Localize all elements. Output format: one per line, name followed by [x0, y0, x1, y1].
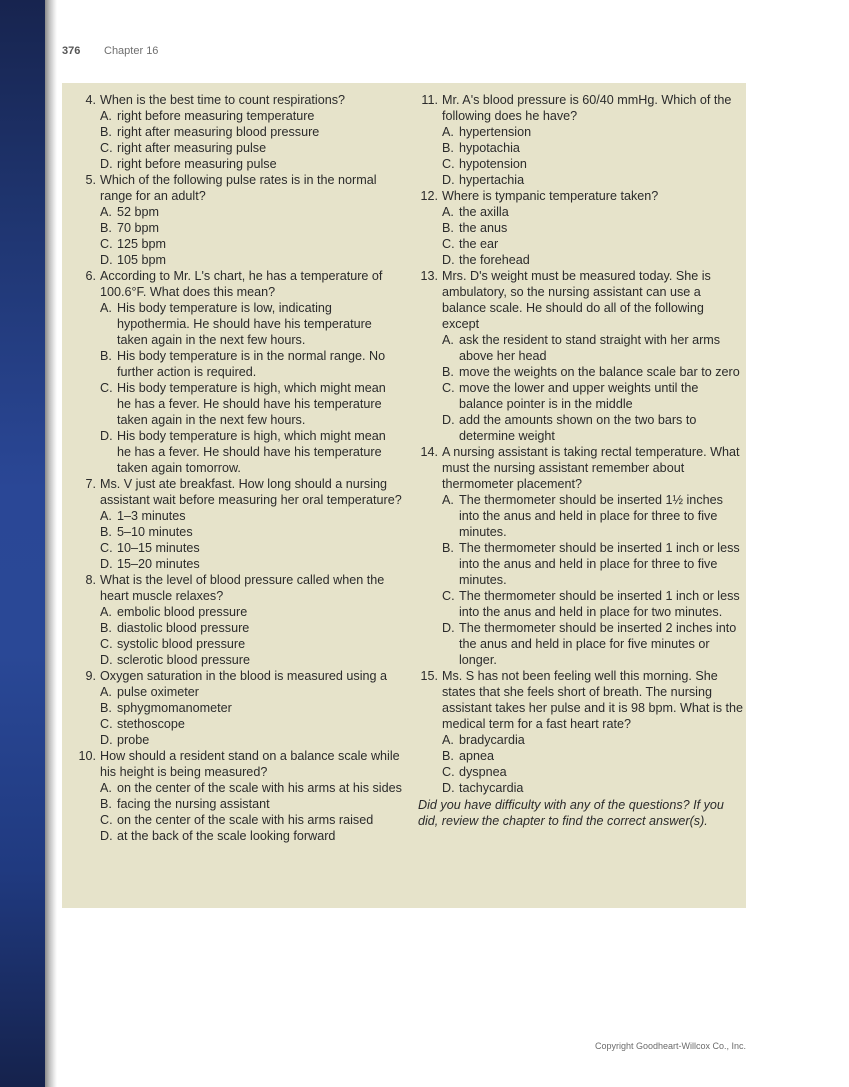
option-text: hypotachia — [459, 141, 520, 155]
question-item — [62, 572, 402, 668]
answer-option — [100, 300, 402, 348]
option-text: His body temperature is in the normal range. No further action is required. — [117, 349, 386, 379]
option-letter: C. — [442, 157, 455, 171]
answer-option — [442, 140, 744, 156]
question-item — [62, 476, 402, 572]
answer-option — [100, 204, 402, 220]
question-number: 4. — [85, 93, 96, 107]
answer-option — [442, 412, 744, 444]
answer-option — [100, 508, 402, 524]
answer-option — [100, 716, 402, 732]
answer-options — [100, 684, 402, 748]
option-text: move the lower and upper weights until the balance pointer is in the middle — [459, 381, 699, 411]
option-letter: C. — [100, 637, 113, 651]
option-letter: D. — [100, 557, 113, 571]
option-text: embolic blood pressure — [117, 605, 248, 619]
question-text: Ms. S has not been feeling well this morning. She states that she feels short of breath. The nursing assistant takes her pulse and it is 98 bpm. What is the medical term for a fast heart rate? — [442, 669, 744, 731]
option-letter: A. — [100, 509, 112, 523]
option-text: The thermometer should be inserted 1 inch or less into the anus and held in place for three to five minutes. — [459, 541, 740, 587]
option-letter: B. — [442, 749, 454, 763]
option-text: hypertension — [459, 125, 532, 139]
option-letter: B. — [100, 349, 112, 363]
option-text: hypotension — [459, 157, 527, 171]
answer-option — [100, 140, 402, 156]
review-questions-box — [62, 83, 746, 908]
option-letter: B. — [442, 141, 454, 155]
answer-option — [442, 332, 744, 364]
option-text: apnea — [459, 749, 495, 763]
option-letter: B. — [100, 221, 112, 235]
option-text: 15–20 minutes — [117, 557, 200, 571]
option-text: right before measuring temperature — [117, 109, 315, 123]
option-letter: C. — [442, 381, 455, 395]
option-text: 1–3 minutes — [117, 509, 186, 523]
question-number: 10. — [78, 749, 96, 763]
answer-option — [100, 652, 402, 668]
option-text: the axilla — [459, 205, 509, 219]
option-text: 5–10 minutes — [117, 525, 193, 539]
copyright-notice: Copyright Goodheart-Willcox Co., Inc. — [595, 1041, 747, 1051]
question-number: 7. — [85, 477, 96, 491]
option-letter: A. — [442, 493, 454, 507]
option-text: on the center of the scale with his arms raised — [117, 813, 374, 827]
option-letter: B. — [100, 525, 112, 539]
question-number: 11. — [421, 93, 438, 107]
question-number: 9. — [85, 669, 96, 683]
option-letter: C. — [442, 765, 455, 779]
answer-option — [100, 796, 402, 812]
review-footer-note: Did you have difficulty with any of the questions? If you did, review the chapter to find the correct answer(s). — [418, 798, 724, 828]
question-item — [414, 668, 744, 796]
option-letter: C. — [100, 717, 113, 731]
answer-option — [100, 220, 402, 236]
option-text: dyspnea — [459, 765, 507, 779]
option-text: move the weights on the balance scale bar to zero — [459, 365, 740, 379]
option-letter: D. — [442, 781, 455, 795]
option-letter: C. — [100, 381, 113, 395]
option-text: the forehead — [459, 253, 530, 267]
answer-options — [100, 508, 402, 572]
answer-option — [442, 236, 744, 252]
option-text: 125 bpm — [117, 237, 167, 251]
question-text: What is the level of blood pressure called when the heart muscle relaxes? — [100, 573, 385, 603]
answer-option — [442, 252, 744, 268]
page-number: 376 — [62, 45, 81, 57]
answer-option — [100, 524, 402, 540]
question-number: 15. — [420, 669, 438, 683]
option-text: 10–15 minutes — [117, 541, 200, 555]
answer-option — [100, 380, 402, 428]
option-letter: A. — [100, 301, 112, 315]
option-text: facing the nursing assistant — [117, 797, 270, 811]
answer-option — [442, 540, 744, 588]
answer-option — [100, 828, 402, 844]
option-letter: D. — [100, 733, 113, 747]
answer-option — [442, 156, 744, 172]
question-number: 14. — [420, 445, 438, 459]
option-text: sphygmomanometer — [117, 701, 232, 715]
answer-options — [100, 300, 402, 476]
question-text: According to Mr. L's chart, he has a temperature of 100.6°F. What does this mean? — [100, 269, 383, 299]
option-letter: D. — [442, 253, 455, 267]
option-text: systolic blood pressure — [117, 637, 246, 651]
question-item — [62, 268, 402, 476]
side-bar-shadow — [45, 0, 57, 1087]
question-text: When is the best time to count respirations? — [100, 93, 346, 107]
answer-option — [442, 124, 744, 140]
question-item — [62, 668, 402, 748]
question-item — [414, 92, 744, 188]
question-item — [62, 748, 402, 844]
answer-option — [100, 540, 402, 556]
option-letter: A. — [100, 109, 112, 123]
option-text: right after measuring blood pressure — [117, 125, 320, 139]
answer-option — [442, 172, 744, 188]
answer-option — [100, 780, 402, 796]
answer-option — [442, 764, 744, 780]
option-text: His body temperature is low, indicating hypothermia. He should have his temperature taken again in the next few hours. — [117, 301, 372, 347]
question-item — [414, 268, 744, 444]
option-text: on the center of the scale with his arms at his sides — [117, 781, 402, 795]
option-text: ask the resident to stand straight with her arms above her head — [459, 333, 721, 363]
option-text: pulse oximeter — [117, 685, 199, 699]
option-letter: B. — [100, 621, 112, 635]
question-text: Mrs. D's weight must be measured today. She is ambulatory, so the nursing assistant can use a balance scale. He should do all of the following except — [442, 269, 711, 331]
option-text: His body temperature is high, which might mean he has a fever. He should have his temperature taken again in the next few hours. — [117, 381, 386, 427]
answer-option — [100, 700, 402, 716]
option-letter: B. — [100, 797, 112, 811]
answer-options — [442, 124, 744, 188]
answer-option — [100, 604, 402, 620]
option-text: at the back of the scale looking forward — [117, 829, 336, 843]
answer-options — [100, 204, 402, 268]
answer-options — [100, 108, 402, 172]
option-letter: C. — [442, 237, 455, 251]
option-text: tachycardia — [459, 781, 524, 795]
option-letter: A. — [100, 205, 112, 219]
answer-option — [100, 812, 402, 828]
page-header — [62, 45, 158, 57]
questions-column-right — [414, 92, 744, 829]
option-letter: B. — [442, 541, 454, 555]
question-text: A nursing assistant is taking rectal temperature. What must the nursing assistant remember about thermometer placement? — [442, 445, 740, 491]
question-text: Which of the following pulse rates is in the normal range for an adult? — [100, 173, 377, 203]
option-letter: B. — [442, 221, 454, 235]
option-letter: D. — [100, 253, 113, 267]
answer-option — [442, 588, 744, 620]
answer-option — [100, 348, 402, 380]
answer-option — [100, 428, 402, 476]
answer-options — [442, 732, 744, 796]
option-text: hypertachia — [459, 173, 525, 187]
answer-options — [100, 780, 402, 844]
decorative-side-bar — [0, 0, 45, 1087]
option-text: right after measuring pulse — [117, 141, 267, 155]
question-text: Where is tympanic temperature taken? — [442, 189, 659, 203]
option-text: right before measuring pulse — [117, 157, 277, 171]
question-text: Mr. A's blood pressure is 60/40 mmHg. Which of the following does he have? — [442, 93, 732, 123]
answer-option — [100, 156, 402, 172]
option-letter: A. — [442, 205, 454, 219]
option-letter: C. — [442, 589, 455, 603]
option-text: probe — [117, 733, 150, 747]
answer-option — [100, 252, 402, 268]
question-item — [62, 92, 402, 172]
answer-option — [100, 620, 402, 636]
option-letter: C. — [100, 813, 113, 827]
answer-options — [442, 332, 744, 444]
option-text: 105 bpm — [117, 253, 167, 267]
question-number: 12. — [420, 189, 438, 203]
option-letter: C. — [100, 141, 113, 155]
answer-option — [100, 236, 402, 252]
answer-option — [100, 732, 402, 748]
option-letter: D. — [442, 621, 455, 635]
questions-column-left — [62, 92, 402, 844]
option-text: stethoscope — [117, 717, 185, 731]
option-letter: D. — [100, 829, 113, 843]
answer-option — [100, 636, 402, 652]
option-letter: D. — [100, 429, 113, 443]
option-text: the ear — [459, 237, 499, 251]
option-text: His body temperature is high, which might mean he has a fever. He should have his temperature taken again tomorrow. — [117, 429, 386, 475]
option-letter: D. — [100, 653, 113, 667]
option-letter: A. — [100, 685, 112, 699]
answer-options — [442, 204, 744, 268]
option-text: The thermometer should be inserted 1½ inches into the anus and held in place for three to five minutes. — [459, 493, 723, 539]
option-letter: B. — [442, 365, 454, 379]
question-item — [414, 188, 744, 268]
question-text: How should a resident stand on a balance scale while his height is being measured? — [100, 749, 400, 779]
answer-option — [442, 492, 744, 540]
answer-option — [100, 556, 402, 572]
option-letter: C. — [100, 541, 113, 555]
question-number: 6. — [85, 269, 96, 283]
option-text: bradycardia — [459, 733, 525, 747]
option-text: sclerotic blood pressure — [117, 653, 250, 667]
option-text: 52 bpm — [117, 205, 160, 219]
option-letter: D. — [442, 413, 455, 427]
answer-option — [442, 748, 744, 764]
option-text: The thermometer should be inserted 1 inch or less into the anus and held in place for two minutes. — [459, 589, 740, 619]
answer-option — [100, 108, 402, 124]
answer-option — [442, 364, 744, 380]
answer-option — [100, 124, 402, 140]
question-text: Ms. V just ate breakfast. How long should a nursing assistant wait before measuring her oral temperature? — [100, 477, 402, 507]
answer-option — [100, 684, 402, 700]
answer-options — [442, 492, 744, 668]
answer-option — [442, 620, 744, 668]
option-letter: A. — [442, 333, 454, 347]
option-letter: D. — [100, 157, 113, 171]
option-letter: A. — [100, 781, 112, 795]
option-letter: A. — [442, 733, 454, 747]
option-text: The thermometer should be inserted 2 inches into the anus and held in place for five minutes or longer. — [459, 621, 737, 667]
chapter-label: Chapter 16 — [104, 45, 159, 57]
answer-option — [442, 204, 744, 220]
answer-options — [100, 604, 402, 668]
answer-option — [442, 220, 744, 236]
answer-option — [442, 732, 744, 748]
question-number: 5. — [85, 173, 96, 187]
option-text: 70 bpm — [117, 221, 160, 235]
answer-option — [442, 380, 744, 412]
option-letter: B. — [100, 125, 112, 139]
option-letter: B. — [100, 701, 112, 715]
option-text: diastolic blood pressure — [117, 621, 250, 635]
question-item — [62, 172, 402, 268]
answer-option — [442, 780, 744, 796]
option-letter: A. — [100, 605, 112, 619]
option-text: add the amounts shown on the two bars to determine weight — [459, 413, 697, 443]
option-letter: A. — [442, 125, 454, 139]
question-number: 8. — [85, 573, 96, 587]
question-number: 13. — [420, 269, 438, 283]
question-item — [414, 444, 744, 668]
question-text: Oxygen saturation in the blood is measured using a — [100, 669, 388, 683]
option-letter: D. — [442, 173, 455, 187]
option-letter: C. — [100, 237, 113, 251]
option-text: the anus — [459, 221, 508, 235]
